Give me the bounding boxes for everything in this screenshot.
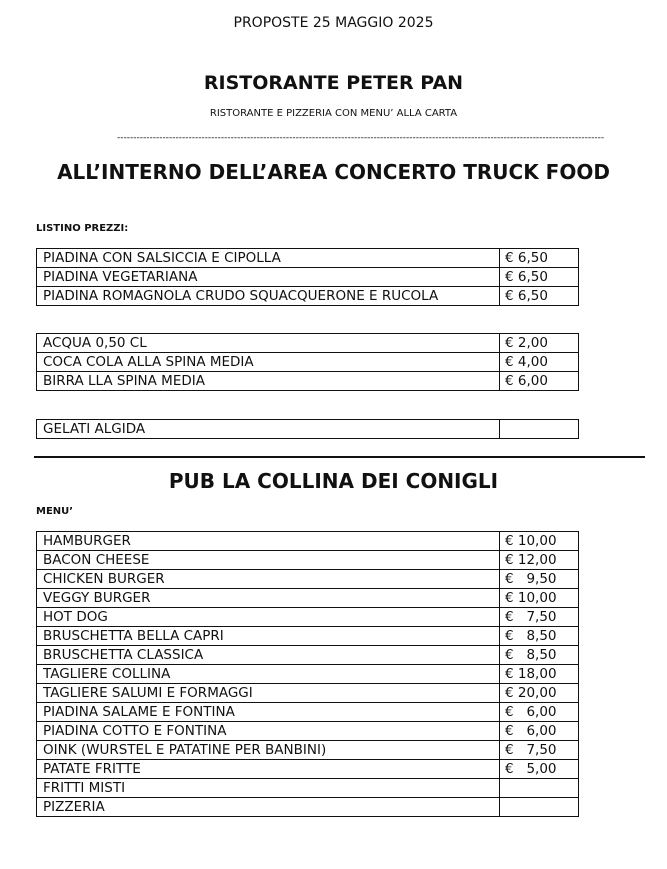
item-price: € 6,50 (500, 268, 579, 287)
item-name: BRUSCHETTA BELLA CAPRI (37, 627, 500, 646)
item-name: OINK (WURSTEL E PATATINE PER BANBINI) (37, 741, 500, 760)
item-name: ACQUA 0,50 CL (37, 334, 500, 353)
item-name: PIADINA COTTO E FONTINA (37, 722, 500, 741)
item-price: € 18,00 (500, 665, 579, 684)
item-price: € 9,50 (500, 570, 579, 589)
dashed-divider: ------------------------------------------------------------------------------------------------------------------------------------------------------ (117, 133, 605, 143)
item-name: PIADINA SALAME E FONTINA (37, 703, 500, 722)
table-row (37, 722, 579, 741)
date-line: PROPOSTE 25 MAGGIO 2025 (233, 15, 434, 31)
item-name: BIRRA LLA SPINA MEDIA (37, 372, 500, 391)
item-price: € 20,00 (500, 684, 579, 703)
item-price: € 10,00 (500, 532, 579, 551)
item-name: BRUSCHETTA CLASSICA (37, 646, 500, 665)
item-price: € 12,00 (500, 551, 579, 570)
drinks-table (36, 333, 579, 391)
item-name: TAGLIERE COLLINA (37, 665, 500, 684)
table-row (37, 532, 579, 551)
item-price: € 5,00 (500, 760, 579, 779)
section-divider (34, 456, 645, 458)
item-price: € 4,00 (500, 353, 579, 372)
table-row (37, 249, 579, 268)
table-row (37, 334, 579, 353)
item-name: HOT DOG (37, 608, 500, 627)
item-price: € 2,00 (500, 334, 579, 353)
gelati-table (36, 419, 579, 439)
truck-food-title: ALL’INTERNO DELL’AREA CONCERTO TRUCK FOOD (57, 160, 610, 184)
item-name: PIADINA ROMAGNOLA CRUDO SQUACQUERONE E RUCOLA (37, 287, 500, 306)
table-row (37, 353, 579, 372)
table-row (37, 589, 579, 608)
item-price: € 6,00 (500, 703, 579, 722)
price-list-label: LISTINO PREZZI: (36, 223, 129, 234)
item-name: BACON CHEESE (37, 551, 500, 570)
table-row (37, 741, 579, 760)
table-row (37, 646, 579, 665)
menu-label: MENU’ (36, 506, 74, 517)
table-row (37, 703, 579, 722)
item-name: GELATI ALGIDA (37, 420, 500, 439)
item-name: TAGLIERE SALUMI E FORMAGGI (37, 684, 500, 703)
item-price (500, 420, 579, 439)
table-row (37, 798, 579, 817)
table-row (37, 684, 579, 703)
item-name: VEGGY BURGER (37, 589, 500, 608)
item-price: € 10,00 (500, 589, 579, 608)
piadina-table (36, 248, 579, 306)
table-row (37, 551, 579, 570)
table-row (37, 627, 579, 646)
restaurant-name: RISTORANTE PETER PAN (203, 72, 464, 94)
item-price: € 6,00 (500, 722, 579, 741)
item-price (500, 779, 579, 798)
table-row (37, 665, 579, 684)
table-row (37, 287, 579, 306)
item-price: € 7,50 (500, 608, 579, 627)
pub-title: PUB LA COLLINA DEI CONIGLI (168, 469, 499, 493)
table-row (37, 570, 579, 589)
item-name: COCA COLA ALLA SPINA MEDIA (37, 353, 500, 372)
item-price: € 6,00 (500, 372, 579, 391)
table-row (37, 779, 579, 798)
pub-menu-table (36, 531, 579, 817)
item-price: € 6,50 (500, 287, 579, 306)
item-price (500, 798, 579, 817)
item-price: € 8,50 (500, 627, 579, 646)
item-name: HAMBURGER (37, 532, 500, 551)
item-price: € 6,50 (500, 249, 579, 268)
item-name: PATATE FRITTE (37, 760, 500, 779)
item-name: FRITTI MISTI (37, 779, 500, 798)
table-row (37, 420, 579, 439)
item-price: € 7,50 (500, 741, 579, 760)
item-name: PIADINA CON SALSICCIA E CIPOLLA (37, 249, 500, 268)
item-name: PIZZERIA (37, 798, 500, 817)
item-name: CHICKEN BURGER (37, 570, 500, 589)
table-row (37, 372, 579, 391)
table-row (37, 268, 579, 287)
item-price: € 8,50 (500, 646, 579, 665)
restaurant-subtitle: RISTORANTE E PIZZERIA CON MENU’ ALLA CARTA (209, 108, 458, 119)
table-row (37, 760, 579, 779)
item-name: PIADINA VEGETARIANA (37, 268, 500, 287)
table-row (37, 608, 579, 627)
